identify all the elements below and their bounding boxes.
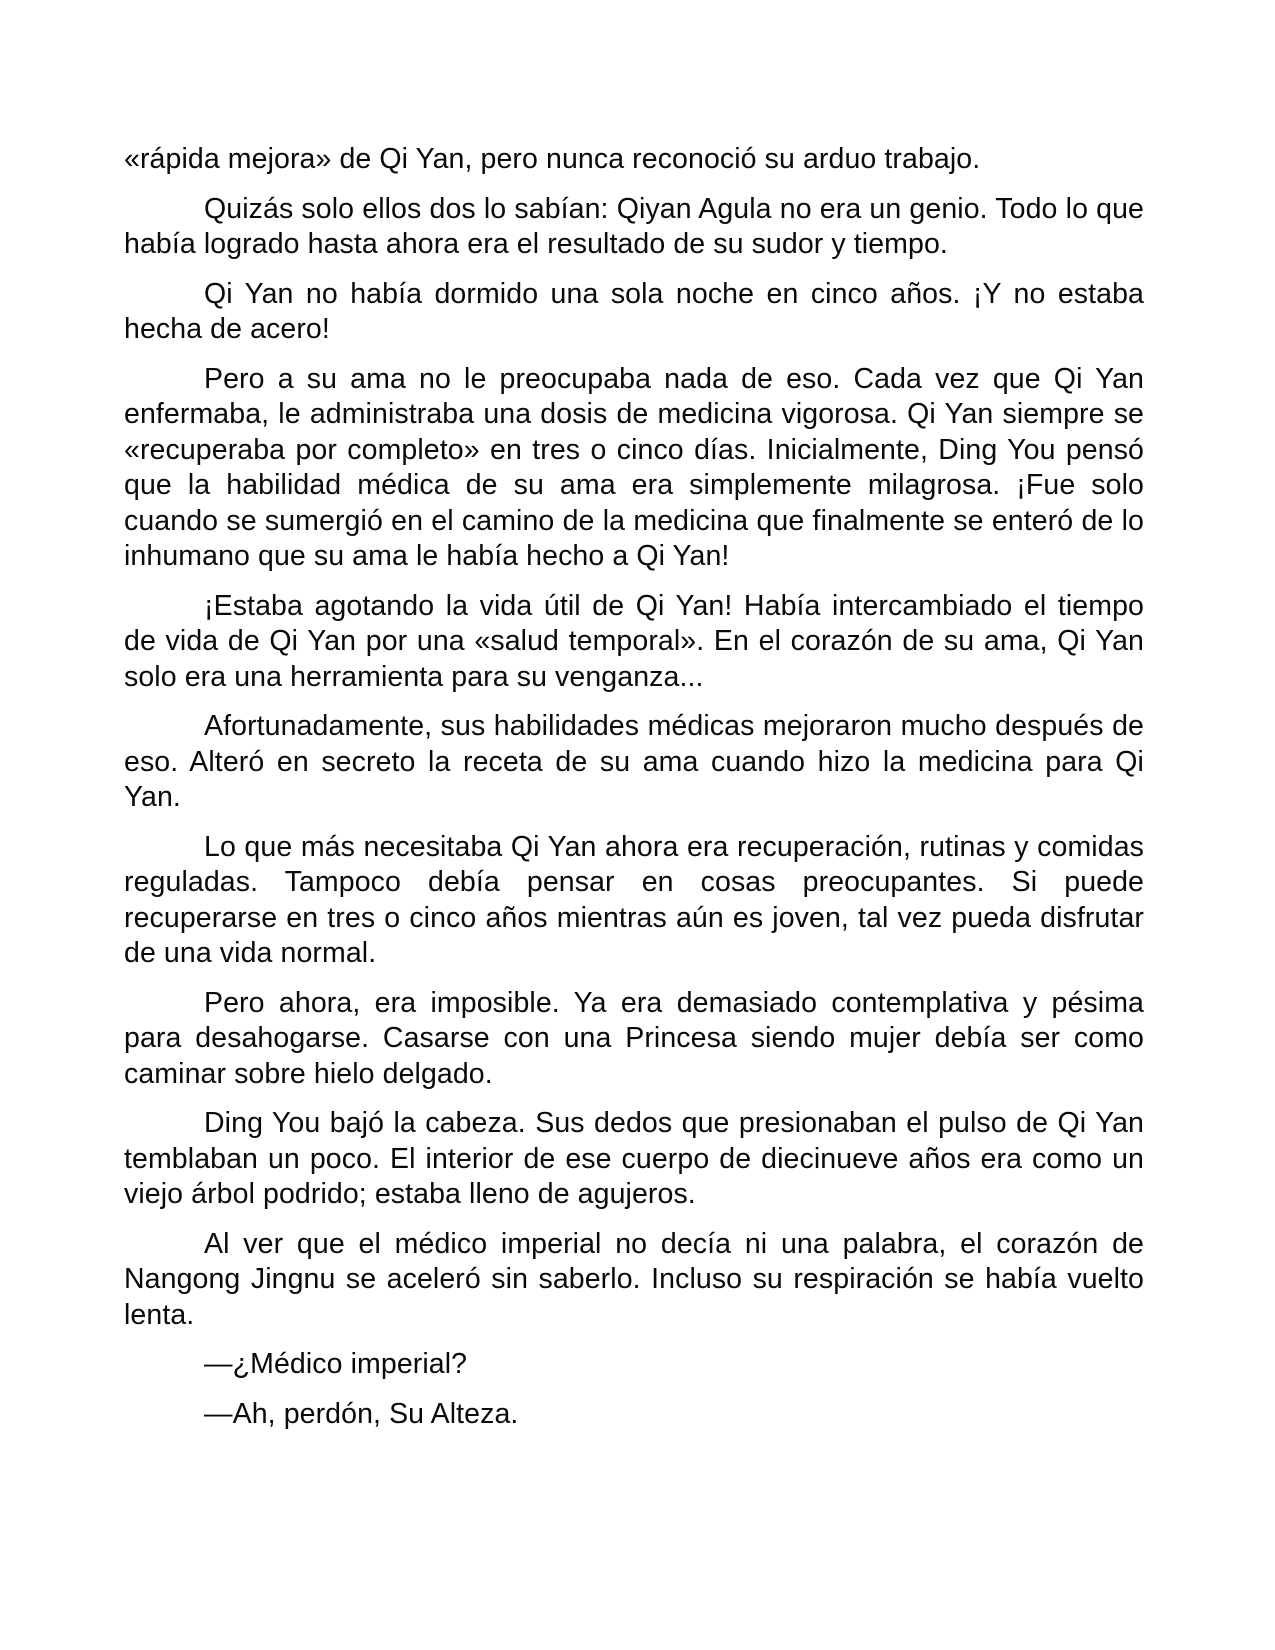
paragraph-1: «rápida mejora» de Qi Yan, pero nunca reconoció su arduo trabajo. [124,143,981,175]
paragraph-7: Lo que más necesitaba Qi Yan ahora era recuperación, rutinas y comidas reguladas. Tampoco debía pensar en cosas preocupantes. Si puede recuperarse en tres o cinco años mientras aún es joven, tal vez pueda disfrutar de una vida normal. [124,830,1144,969]
dialogue-line-1: —¿Médico imperial? [204,1348,468,1380]
paragraph-5: ¡Estaba agotando la vida útil de Qi Yan! Había intercambiado el tiempo de vida de Qi Yan por una «salud temporal». En el corazón de su ama, Qi Yan solo era una herramienta para su venganza... [124,589,1144,693]
paragraph-2: Quizás solo ellos dos lo sabían: Qiyan Agula no era un genio. Todo lo que había logrado hasta ahora era el resultado de su sudor y tiempo. [124,192,1144,260]
paragraph-9: Ding You bajó la cabeza. Sus dedos que presionaban el pulso de Qi Yan temblaban un poco. El interior de ese cuerpo de diecinueve años era como un viejo árbol podrido; estaba lleno de agujeros. [124,1107,1144,1210]
paragraph-4: Pero a su ama no le preocupaba nada de eso. Cada vez que Qi Yan enfermaba, le administraba una dosis de medicina vigorosa. Qi Yan siempre se «recuperaba por completo» en tres o cinco días. Inicialmente, Ding You pensó que la habilidad médica de su ama era simplemente milagrosa. ¡Fue solo cuando se sumergió en el camino de la medicina que finalmente se enteró de lo inhumano que su ama le había hecho a Qi Yan! [124,362,1144,572]
text-body [124,142,1144,1446]
dialogue-line-2: —Ah, perdón, Su Alteza. [204,1397,519,1430]
paragraph-3: Qi Yan no había dormido una sola noche en cinco años. ¡Y no estaba hecha de acero! [124,277,1144,345]
paragraph-8: Pero ahora, era imposible. Ya era demasiado contemplativa y pésima para desahogarse. Casarse con una Princesa siendo mujer debía ser como caminar sobre hielo delgado. [124,986,1144,1090]
paragraph-6: Afortunadamente, sus habilidades médicas mejoraron mucho después de eso. Alteró en secreto la receta de su ama cuando hizo la medicina para Qi Yan. [124,710,1144,813]
paragraph-10: Al ver que el médico imperial no decía ni una palabra, el corazón de Nangong Jingnu se aceleró sin saberlo. Incluso su respiración se había vuelto lenta. [124,1227,1144,1331]
